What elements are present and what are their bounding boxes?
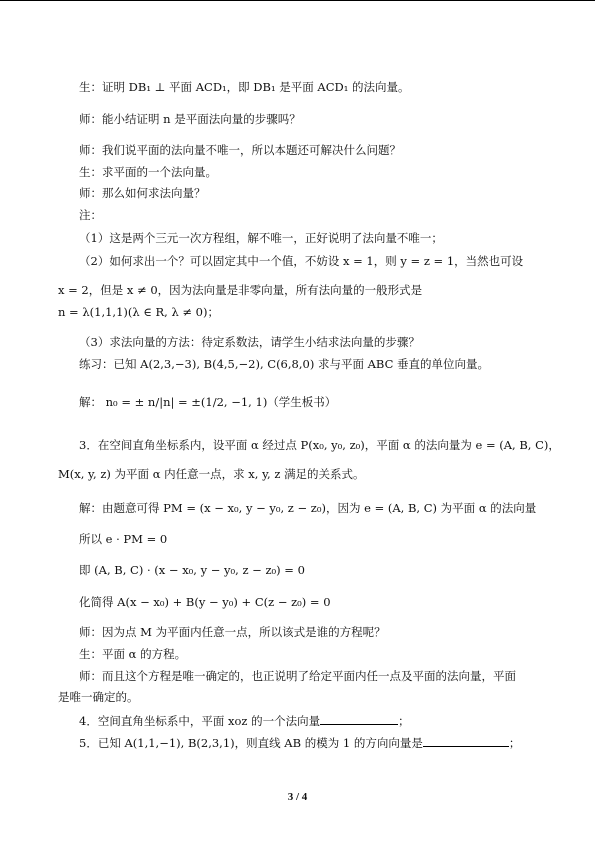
text-line-4: 生：求平面的一个法向量。 xyxy=(79,165,217,179)
text-line-17: 所以 e · PM = 0 xyxy=(79,532,168,546)
top-rule xyxy=(0,0,595,1)
text-line-11: （3）求法向量的方法：待定系数法，请学生小结求法向量的步骤？ xyxy=(79,335,420,349)
text-line-12: 练习：已知 A(2,3,−3), B(4,5,−2), C(6,8,0) 求与平面 ABC 垂直的单位向量。 xyxy=(79,357,490,371)
text-line-16: 解：由题意可得 PM = (x − x₀, y − y₀, z − z₀)，因为 e = (A, B, C) 为平面 α 的法向量 xyxy=(79,501,537,515)
text-line-9: x = 2，但是 x ≠ 0，因为法向量是非零向量，所有法向量的一般形式是 xyxy=(58,283,423,297)
text-line-18: 即 (A, B, C) · (x − x₀, y − y₀, z − z₀) = 0 xyxy=(79,563,305,577)
text-line-2: 师：能小结证明 n 是平面法向量的步骤吗？ xyxy=(79,112,301,126)
text-line-8: （2）如何求出一个？可以固定其中一个值，不妨设 x = 1，则 y = z = 1，当然也可设 xyxy=(79,254,524,268)
text-line-10: n = λ(1,1,1)(λ ∈ R, λ ≠ 0)； xyxy=(58,305,219,319)
text-line-15: M(x, y, z) 为平面 α 内任意一点，求 x, y, z 满足的关系式。 xyxy=(58,467,365,481)
text-line-13: 解： n₀ = ± n/|n| = ±(1/2, −1, 1)（学生板书） xyxy=(79,395,337,409)
answer-blank-5[interactable] xyxy=(423,735,509,747)
text-line-1: 生：证明 DB₁ ⊥ 平面 ACD₁，即 DB₁ 是平面 ACD₁ 的法向量。 xyxy=(79,80,410,94)
question-4: 4．空间直角坐标系中，平面 xoz 的一个法向量 ； xyxy=(79,714,410,728)
question-4-text: 4．空间直角坐标系中，平面 xoz 的一个法向量 xyxy=(79,714,321,728)
text-line-7: （1）这是两个三元一次方程组，解不唯一，正好说明了法向量不唯一； xyxy=(79,231,443,245)
text-line-6: 注： xyxy=(79,208,102,222)
text-line-14: 3．在空间直角坐标系内，设平面 α 经过点 P(x₀, y₀, z₀)，平面 α 的法向量为 e = (A, B, C)， xyxy=(79,438,560,452)
question-5: 5．已知 A(1,1,−1), B(2,3,1)，则直线 AB 的模为 1 的方向向量是 ； xyxy=(79,736,521,750)
text-line-21: 生：平面 α 的方程。 xyxy=(79,647,187,661)
text-line-20: 师：因为点 M 为平面内任意一点，所以该式是谁的方程呢？ xyxy=(79,625,386,639)
text-line-22: 师：而且这个方程是唯一确定的，也正说明了给定平面内任一点及平面的法向量，平面 xyxy=(79,669,516,683)
answer-blank-4[interactable] xyxy=(320,713,398,725)
text-line-5: 师：那么如何求法向量？ xyxy=(79,186,206,200)
text-line-19: 化简得 A(x − x₀) + B(y − y₀) + C(z − z₀) = 0 xyxy=(79,595,331,609)
text-line-23: 是唯一确定的。 xyxy=(58,690,139,704)
text-line-3: 师：我们说平面的法向量不唯一，所以本题还可解决什么问题？ xyxy=(79,143,401,157)
question-5-text: 5．已知 A(1,1,−1), B(2,3,1)，则直线 AB 的模为 1 的方向向量是 xyxy=(79,736,423,750)
page-number: 3 / 4 xyxy=(287,791,308,803)
